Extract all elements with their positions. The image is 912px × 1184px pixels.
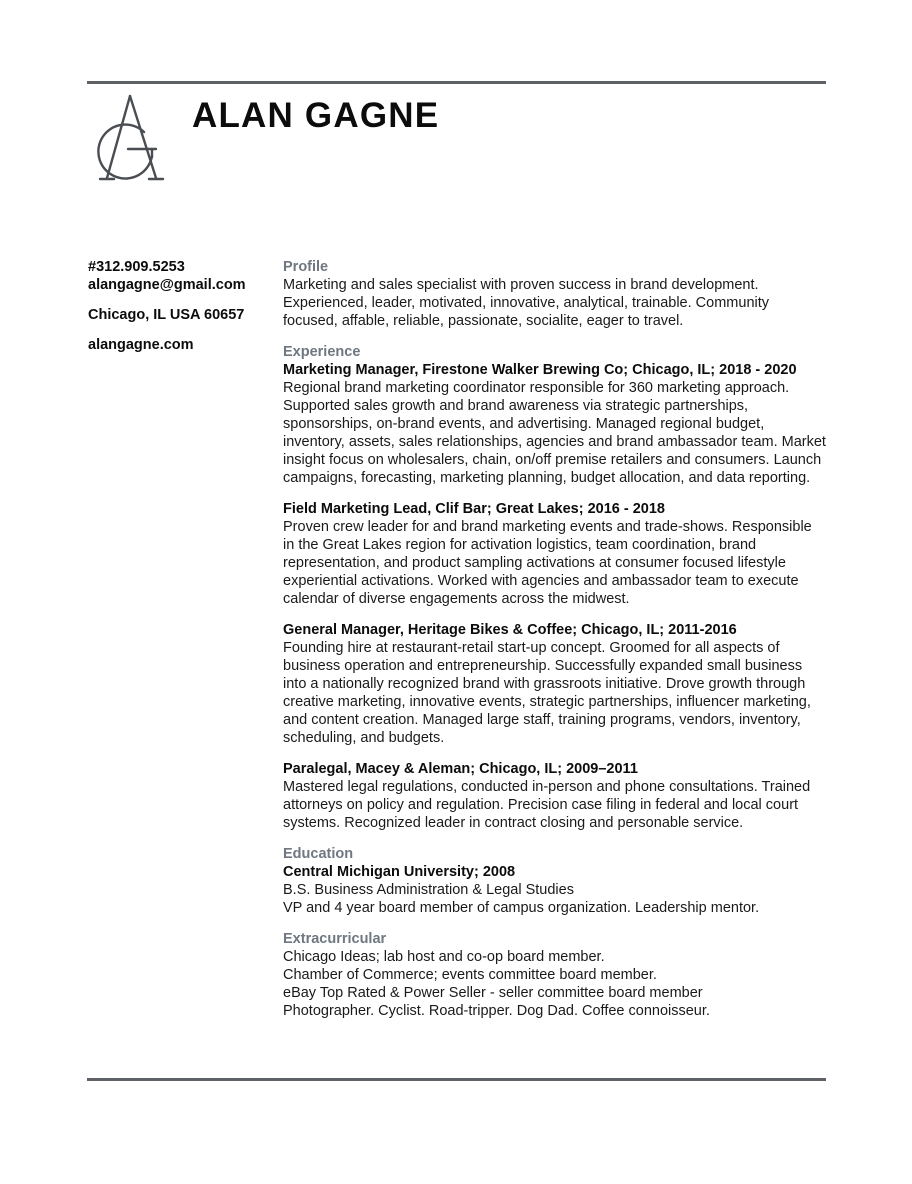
job-description xyxy=(283,518,828,608)
job-description xyxy=(283,778,828,832)
job-description xyxy=(283,379,828,487)
extracurricular-heading: Extracurricular xyxy=(283,931,387,947)
profile-section xyxy=(283,258,828,330)
contact-block xyxy=(88,258,273,354)
ag-monogram-logo xyxy=(94,94,166,184)
profile-body xyxy=(283,276,828,330)
job-line: scheduling, and budgets. xyxy=(283,730,445,746)
job-entry xyxy=(283,361,828,487)
education-body xyxy=(283,881,828,917)
job-title: General Manager, Heritage Bikes & Coffee; Chicago, IL; 2011-2016 xyxy=(283,622,737,638)
job-line: systems. Recognized leader in contract closing and personable service. xyxy=(283,815,744,831)
experience-section xyxy=(283,343,828,832)
job-entry xyxy=(283,760,828,832)
job-line: creative marketing, innovative events, strategic partnerships, influencer marketing, xyxy=(283,694,811,710)
location: Chicago, IL USA 60657 xyxy=(88,307,245,323)
education-heading: Education xyxy=(283,846,354,862)
education-line: B.S. Business Administration & Legal Studies xyxy=(283,882,574,898)
job-line: and content creation. Managed large staff, training programs, vendors, inventory, xyxy=(283,712,801,728)
job-line: experiential activations. Worked with agencies and ambassador team to execute xyxy=(283,573,799,589)
phone-number: #312.909.5253 xyxy=(88,259,185,275)
extracurricular-section xyxy=(283,930,828,1020)
job-line: calendar of diverse engagements across the midwest. xyxy=(283,591,630,607)
extracurricular-body xyxy=(283,948,828,1020)
job-line: business operation and entrepreneurship. Successfully expanded small business xyxy=(283,658,803,674)
education-line: VP and 4 year board member of campus organization. Leadership mentor. xyxy=(283,900,760,916)
job-line: campaigns, forecasting, marketing planning, budget allocation, and data reporting. xyxy=(283,470,811,486)
job-title: Paralegal, Macey & Aleman; Chicago, IL; 2009–2011 xyxy=(283,761,638,777)
extracurricular-line: Chamber of Commerce; events committee board member. xyxy=(283,967,657,983)
job-title: Field Marketing Lead, Clif Bar; Great Lakes; 2016 - 2018 xyxy=(283,501,665,517)
extracurricular-line: Photographer. Cyclist. Road-tripper. Dog Dad. Coffee connoisseur. xyxy=(283,1003,710,1019)
experience-heading: Experience xyxy=(283,344,361,360)
resume-main-column xyxy=(283,258,828,1033)
profile-heading: Profile xyxy=(283,259,329,275)
job-line: attorneys on policy and regulation. Precision case filing in federal and local court xyxy=(283,797,799,813)
extracurricular-line: Chicago Ideas; lab host and co-op board member. xyxy=(283,949,605,965)
job-line: Founding hire at restaurant-retail start-up concept. Groomed for all aspects of xyxy=(283,640,780,656)
job-line: Mastered legal regulations, conducted in-person and phone consultations. Trained xyxy=(283,779,811,795)
profile-line: focused, affable, reliable, passionate, socialite, eager to travel. xyxy=(283,313,684,329)
top-rule xyxy=(87,81,826,84)
job-entry xyxy=(283,500,828,608)
job-description xyxy=(283,639,828,747)
education-section xyxy=(283,845,828,917)
bottom-rule xyxy=(87,1078,826,1081)
website-link[interactable]: alangagne.com xyxy=(88,337,194,353)
job-line: Supported sales growth and brand awareness via strategic partnerships, xyxy=(283,398,749,414)
job-entry xyxy=(283,621,828,747)
job-title: Marketing Manager, Firestone Walker Brewing Co; Chicago, IL; 2018 - 2020 xyxy=(283,362,797,378)
profile-line: Experienced, leader, motivated, innovative, analytical, trainable. Community xyxy=(283,295,770,311)
job-line: representation, and product sampling activations at consumer focused lifestyle xyxy=(283,555,786,571)
job-line: into a nationally recognized brand with grassroots initiative. Drove growth through xyxy=(283,676,806,692)
school-name: Central Michigan University; 2008 xyxy=(283,864,516,880)
profile-line: Marketing and sales specialist with proven success in brand development. xyxy=(283,277,759,293)
job-line: in the Great Lakes region for activation logistics, team coordination, brand xyxy=(283,537,757,553)
job-line: Proven crew leader for and brand marketing events and trade-shows. Responsible xyxy=(283,519,812,535)
email-address[interactable]: alangagne@gmail.com xyxy=(88,277,246,293)
candidate-name: ALAN GAGNE xyxy=(192,96,440,135)
job-line: Regional brand marketing coordinator responsible for 360 marketing approach. xyxy=(283,380,790,396)
job-line: sponsorships, on-brand events, and advertising. Managed regional budget, xyxy=(283,416,765,432)
extracurricular-line: eBay Top Rated & Power Seller - seller committee board member xyxy=(283,985,703,1001)
job-line: inventory, assets, sales relationships, agencies and brand ambassador team. Market xyxy=(283,434,826,450)
job-line: insight focus on wholesalers, chain, on/off premise retailers and consumers. Launch xyxy=(283,452,822,468)
